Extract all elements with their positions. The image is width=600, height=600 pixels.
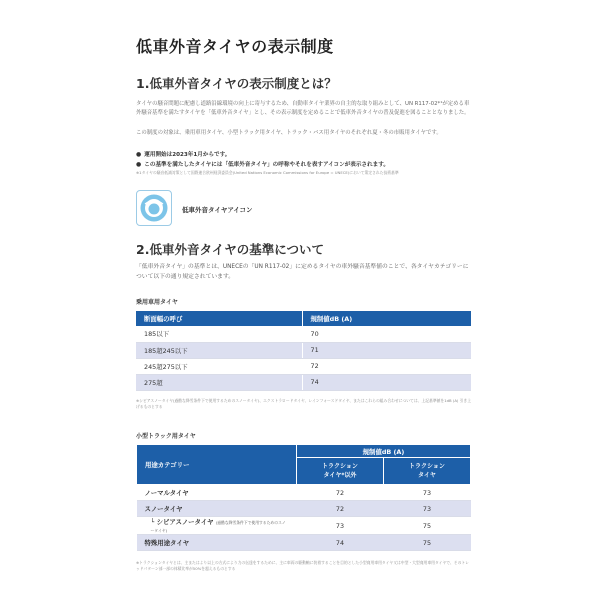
- table-cell: 72: [297, 501, 384, 517]
- table-cell: 71: [302, 342, 471, 358]
- table-row: [137, 485, 471, 501]
- table-header-row: [137, 445, 471, 458]
- table2-title: 小型トラック用タイヤ: [136, 433, 196, 440]
- table-cell: 73: [384, 485, 471, 501]
- table2-footnote: ※トラクションタイヤとは、主またはより以上の方式により力の伝達をするために、主に車両の駆動軸に装着することを目的とした小型商用車用タイヤ又は中型・大型商用車用タイヤで、そのトレッドパターン部一部の体積比率が50%を超えるものとする: [136, 560, 469, 571]
- category-label: └ シビアスノータイヤ: [150, 518, 214, 526]
- section1-bullets: [136, 150, 471, 170]
- table-cell: 74: [302, 374, 471, 390]
- category-note: (過酷な降雪条件下で使用するためのスノータイヤ): [150, 520, 286, 533]
- table-row: [136, 358, 471, 374]
- table-row: [137, 501, 471, 517]
- table-header: 断面幅の呼び: [136, 311, 302, 326]
- bullet-text: この基準を満たしたタイヤには「低車外音タイヤ」の呼称やそれを表すアイコンが表示されます。: [144, 162, 389, 168]
- table-header: 規制値dB (A): [302, 311, 471, 326]
- table-header: 用途カテゴリー: [137, 445, 297, 485]
- section2-paragraph: 「低車外音タイヤ」の基準とは、UNECEの「UN R117-02」に定めるタイヤの車外騒音基準値のことで、各タイヤカテゴリーについて以下の通り規定されています。: [136, 264, 469, 280]
- table-header: トラクション タイヤ*以外: [297, 458, 384, 485]
- bullet-item: [136, 150, 471, 160]
- table-cell: 75: [384, 517, 471, 535]
- table-cell: 72: [302, 358, 471, 374]
- table-cell: 73: [384, 501, 471, 517]
- table-cell: 特殊用途タイヤ: [137, 535, 297, 551]
- table-cell: 74: [297, 535, 384, 551]
- bullet-icon: ●: [136, 161, 142, 168]
- section1-footnote: ※1タイヤの騒音低減対策として国際連合欧州経済委員会(United Nations Economic Commissions for Europe = UNECE)において策定された技術基準: [136, 170, 399, 175]
- table-cell: ノーマルタイヤ: [137, 485, 297, 501]
- bullet-item: [136, 160, 471, 170]
- table-cell: 75: [384, 535, 471, 551]
- table-cell: 73: [297, 517, 384, 535]
- light-truck-tire-table: [136, 444, 471, 551]
- table-header: 規制値dB (A): [297, 445, 471, 458]
- table1-footnote: ※シビアスノータイヤ(過酷な降雪条件下で使用するためのスノータイヤ)、エクストラロードタイヤ、レインフォースドタイヤ、またはこれらの組み合わせについては、上記基準値を1dB (A) 引き上げるものとする: [136, 398, 472, 409]
- table-cell: スノータイヤ: [137, 501, 297, 517]
- table-cell: 245超275以下: [136, 358, 302, 374]
- table-cell: 72: [297, 485, 384, 501]
- table1-title: 乗用車用タイヤ: [136, 299, 178, 306]
- section1-paragraph-2: この制度の対象は、乗用車用タイヤ、小型トラック用タイヤ、トラック・バス用タイヤのそれぞれ夏・冬の市販用タイヤです。: [136, 130, 442, 136]
- table-row: [137, 517, 471, 535]
- section2-heading: 2.低車外音タイヤの基準について: [136, 242, 324, 257]
- table-cell: 275超: [136, 374, 302, 390]
- section1-paragraph-1: タイヤの騒音問題に配慮し道路沿線環境の向上に寄与するため、自動車タイヤ業界の自主的な取り組みとして、UN R117-02*¹が定める車外騒音基準を満たすタイヤを「低車外音タイヤ」とし、その表示制度を定めることで低車外音タイヤの普及促進を図ることとなりました。: [136, 101, 470, 117]
- section1-heading: 1.低車外音タイヤの表示制度とは？: [136, 76, 337, 91]
- page-title: 低車外音タイヤの表示制度: [136, 37, 334, 56]
- table-cell: [137, 517, 297, 535]
- passenger-tire-table: [136, 311, 471, 391]
- table-cell: 70: [302, 326, 471, 342]
- icon-label: 低車外音タイヤアイコン: [182, 206, 253, 214]
- table-row: [137, 535, 471, 551]
- table-cell: 185以下: [136, 326, 302, 342]
- table-row: [136, 326, 471, 342]
- table-row: [136, 342, 471, 358]
- bullet-text: 運用開始は2023年1月からです。: [144, 152, 231, 158]
- bullet-icon: ●: [136, 151, 142, 158]
- low-noise-tire-icon: [136, 190, 172, 226]
- table-header-row: [136, 311, 471, 326]
- table-cell: 185超245以下: [136, 342, 302, 358]
- table-row: [136, 374, 471, 390]
- table-header: トラクション タイヤ: [384, 458, 471, 485]
